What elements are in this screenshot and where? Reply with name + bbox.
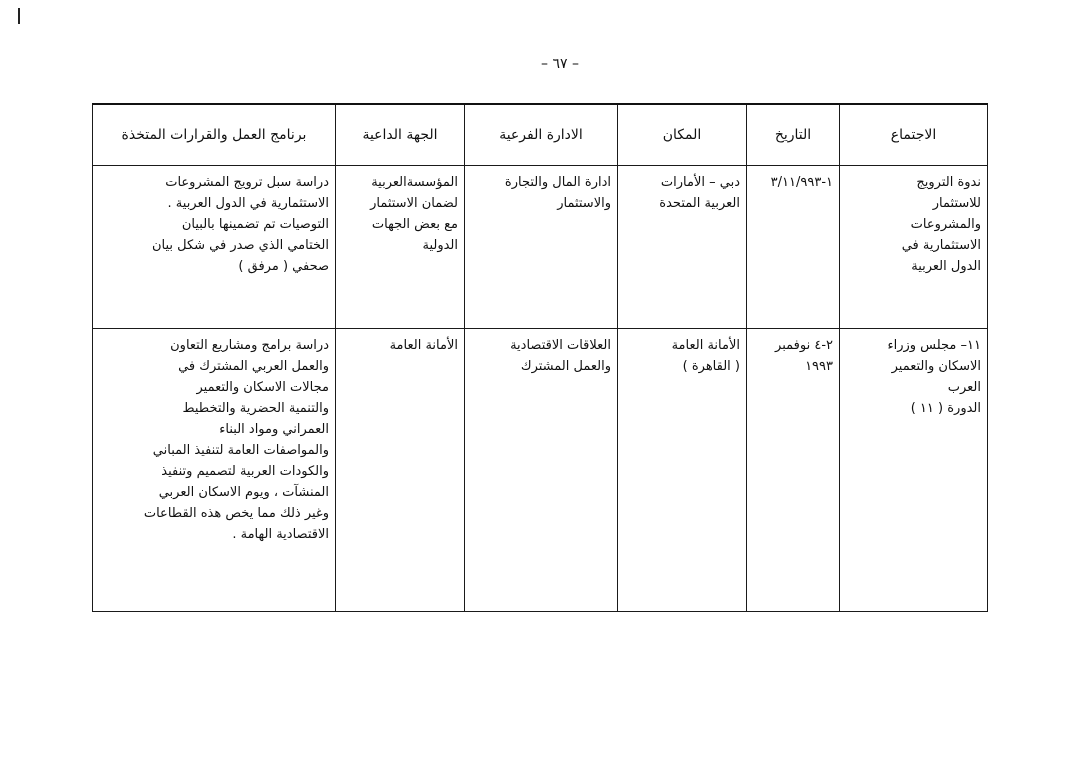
header-meeting: الاجتماع bbox=[840, 104, 988, 166]
table-header-row bbox=[93, 104, 988, 166]
cell-department: العلاقات الاقتصادية والعمل المشترك bbox=[465, 329, 618, 612]
header-program: برنامج العمل والقرارات المتخذة bbox=[93, 104, 336, 166]
cell-department: ادارة المال والتجارة والاستثمار bbox=[465, 166, 618, 329]
cell-organizer: الأمانة العامة bbox=[336, 329, 465, 612]
table-row bbox=[93, 166, 988, 329]
cell-date: ١-٣/١١/٩٩٣ bbox=[747, 166, 840, 329]
cell-organizer: المؤسسةالعربية لضمان الاستثمار مع بعض الجهات الدولية bbox=[336, 166, 465, 329]
page-number: – ٦٧ – bbox=[541, 56, 579, 72]
cell-meeting: ١١– مجلس وزراء الاسكان والتعمير العرب الدورة ( ١١ ) bbox=[840, 329, 988, 612]
header-department: الادارة الفرعية bbox=[465, 104, 618, 166]
cell-place: الأمانة العامة ( القاهرة ) bbox=[618, 329, 747, 612]
table-row bbox=[93, 329, 988, 612]
cell-place: دبي – الأمارات العربية المتحدة bbox=[618, 166, 747, 329]
meetings-table bbox=[92, 103, 988, 612]
header-place: المكان bbox=[618, 104, 747, 166]
cell-meeting: ندوة الترويج للاستثمار والمشروعات الاستثمارية في الدول العربية bbox=[840, 166, 988, 329]
header-date: التاريخ bbox=[747, 104, 840, 166]
cell-program: دراسة برامج ومشاريع التعاون والعمل العربي المشترك في مجالات الاسكان والتعمير والتنمية الحضرية والتخطيط العمراني ومواد البناء والمواصفات العامة لتنفيذ المباني والكودات العربية لتصميم وتنفيذ المنشآت ، ويوم الاسكان العربي وغير ذلك مما يخص هذه القطاعات الاقتصادية الهامة . bbox=[93, 329, 336, 612]
header-organizer: الجهة الداعية bbox=[336, 104, 465, 166]
corner-mark bbox=[18, 8, 20, 24]
cell-date: ٢-٤ نوفمبر ١٩٩٣ bbox=[747, 329, 840, 612]
cell-program: دراسة سبل ترويج المشروعات الاستثمارية في الدول العربية . التوصيات تم تضمينها بالبيان الختامي الذي صدر في شكل بيان صحفي ( مرفق ) bbox=[93, 166, 336, 329]
